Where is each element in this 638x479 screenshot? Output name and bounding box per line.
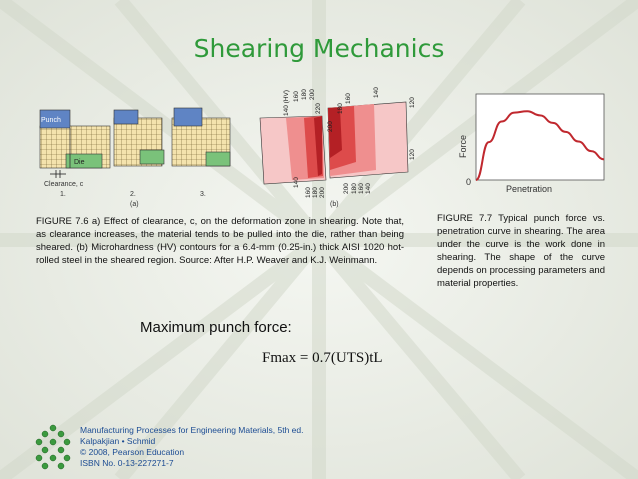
contour-label: 160	[345, 93, 352, 104]
clearance-label: Clearance, c	[44, 181, 84, 188]
clearance-panel-2	[114, 110, 164, 166]
figure-7-7-caption: FIGURE 7.7 Typical punch force vs. penetration curve in shearing. The area under the curve is the work done in shearing. The shape of the curve depends on processing parameters and material properties.	[437, 213, 605, 289]
contour-label: 140 (HV)	[283, 89, 290, 116]
step-label-2: 2.	[130, 191, 136, 198]
hardness-contour-left	[260, 116, 326, 184]
contour-label: 180	[312, 187, 319, 198]
step-label-1: 1.	[60, 191, 66, 198]
contour-label: 200	[309, 89, 316, 100]
contour-label: 120	[409, 97, 416, 108]
part-label-b: (b)	[330, 201, 339, 208]
contour-label: 200	[343, 183, 350, 194]
punch-force-formula: Fmax = 0.7(UTS)tL	[262, 350, 383, 366]
contour-label: 220	[315, 103, 322, 114]
footer-line: Kalpakjian • Schmid	[80, 436, 156, 446]
contour-label: 180	[301, 89, 308, 100]
punch-label: Punch	[41, 117, 61, 124]
contour-label: 160	[305, 187, 312, 198]
contour-label: 140	[373, 87, 380, 98]
contour-label: 120	[409, 149, 416, 160]
force-penetration-chart	[452, 86, 612, 200]
y-axis-label: Force	[458, 134, 468, 158]
contour-label: 200	[319, 187, 326, 198]
x-axis-label: Penetration	[506, 184, 553, 194]
figure-7-6b	[246, 80, 424, 210]
footer-line: © 2008, Pearson Education	[80, 447, 185, 457]
clearance-arrow	[50, 170, 66, 178]
figure-7-6a	[36, 104, 236, 210]
max-punch-force-label: Maximum punch force:	[140, 319, 292, 336]
contour-label: 140	[293, 177, 300, 188]
slide-title: Shearing Mechanics	[193, 34, 445, 63]
clearance-panel-3	[172, 108, 230, 166]
chart-plot-area	[476, 94, 604, 180]
origin-label: 0	[466, 177, 472, 187]
part-label-a: (a)	[130, 201, 139, 208]
contour-label: 180	[351, 183, 358, 194]
contour-label: 160	[358, 183, 365, 194]
publisher-logo	[32, 420, 74, 478]
contour-label: 180	[337, 103, 344, 114]
contour-label: 140	[365, 183, 372, 194]
footer-credits	[80, 425, 303, 469]
footer-line: Manufacturing Processes for Engineering Materials, 5th ed.	[80, 425, 304, 435]
figure-7-6-caption: FIGURE 7.6 a) Effect of clearance, c, on the deformation zone in shearing. Note that, as clearance increases, the material tends to be pulled into the die, rather than being sheared. (b) Microhardness (HV) contours for a 6.4-mm (0.25-in.) thick AISI 1020 hot-rolled steel in the sheared region. Source: After H.P. Weaver and K.J. Weinmann.	[36, 216, 404, 266]
contour-label: 160	[293, 91, 300, 102]
footer-line: ISBN No. 0-13-227271-7	[80, 458, 174, 468]
die-label: Die	[74, 159, 85, 166]
step-label-3: 3.	[200, 191, 206, 198]
contour-label: 200	[327, 121, 334, 132]
